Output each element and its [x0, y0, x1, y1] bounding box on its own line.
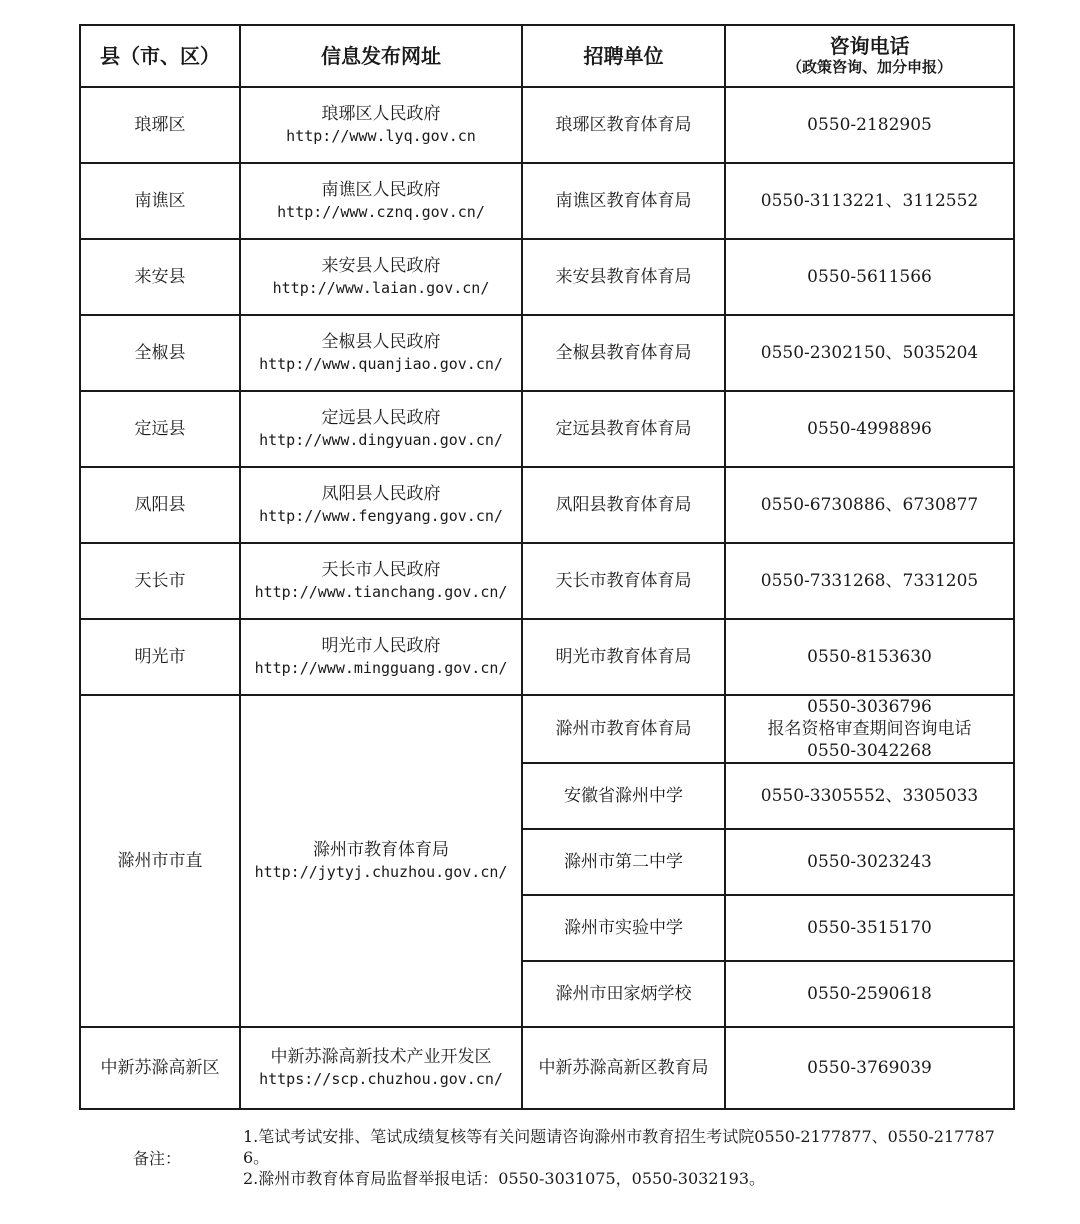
site-url-link[interactable]: http://jytyj.chuzhou.gov.cn/ — [254, 863, 508, 881]
cell-phone — [725, 695, 1014, 763]
cell-website — [240, 87, 522, 163]
table-header-row — [80, 25, 1014, 87]
site-name: 滁州市教育体育局 — [313, 840, 449, 860]
cell-unit: 南谯区教育体育局 — [522, 163, 725, 239]
cell-website — [240, 239, 522, 315]
site-name: 全椒县人民政府 — [321, 332, 441, 352]
cell-region: 天长市 — [80, 543, 240, 619]
site-name: 凤阳县人民政府 — [321, 484, 441, 504]
site-name: 中新苏滁高新技术产业开发区 — [270, 1047, 492, 1067]
cell-phone: 0550-3305552、3305033 — [725, 763, 1014, 829]
site-url-link[interactable]: http://www.fengyang.gov.cn/ — [259, 507, 503, 525]
cell-phone: 0550-7331268、7331205 — [725, 543, 1014, 619]
header-phone-title: 咨询电话 — [829, 34, 910, 58]
header-phone-subtitle: （政策咨询、加分申报） — [786, 58, 952, 76]
table-row — [80, 87, 1014, 163]
table-row — [80, 695, 1014, 763]
phone-line: 0550-3042268 — [807, 741, 932, 761]
site-url-link[interactable]: http://www.lyq.gov.cn — [286, 127, 476, 145]
cell-phone: 0550-3023243 — [725, 829, 1014, 895]
cell-phone: 0550-3515170 — [725, 895, 1014, 961]
cell-region: 滁州市市直 — [80, 695, 240, 1027]
site-url-link[interactable]: http://www.cznq.gov.cn/ — [277, 203, 485, 221]
header-region: 县（市、区） — [80, 25, 240, 87]
cell-phone: 0550-2302150、5035204 — [725, 315, 1014, 391]
table-row — [80, 315, 1014, 391]
cell-website — [240, 391, 522, 467]
header-website: 信息发布网址 — [240, 25, 522, 87]
table-row — [80, 163, 1014, 239]
cell-region: 定远县 — [80, 391, 240, 467]
cell-phone: 0550-2182905 — [725, 87, 1014, 163]
contact-table — [79, 24, 1015, 1110]
cell-region: 凤阳县 — [80, 467, 240, 543]
cell-unit: 定远县教育体育局 — [522, 391, 725, 467]
site-name: 定远县人民政府 — [321, 408, 441, 428]
cell-region: 明光市 — [80, 619, 240, 695]
cell-website — [240, 543, 522, 619]
site-url-link[interactable]: http://www.mingguang.gov.cn/ — [254, 659, 508, 677]
cell-region: 琅琊区 — [80, 87, 240, 163]
cell-unit: 滁州市第二中学 — [522, 829, 725, 895]
site-url-link[interactable]: http://www.laian.gov.cn/ — [272, 279, 490, 297]
table-row — [80, 391, 1014, 467]
notes-body — [243, 1126, 1003, 1189]
site-name: 明光市人民政府 — [321, 636, 441, 656]
table-row — [80, 239, 1014, 315]
site-name: 天长市人民政府 — [321, 560, 441, 580]
cell-phone: 0550-3769039 — [725, 1027, 1014, 1109]
cell-website — [240, 619, 522, 695]
cell-phone: 0550-3113221、3112552 — [725, 163, 1014, 239]
cell-website — [240, 467, 522, 543]
cell-unit: 明光市教育体育局 — [522, 619, 725, 695]
cell-unit: 安徽省滁州中学 — [522, 763, 725, 829]
cell-region: 全椒县 — [80, 315, 240, 391]
cell-phone: 0550-5611566 — [725, 239, 1014, 315]
cell-unit: 滁州市实验中学 — [522, 895, 725, 961]
cell-website — [240, 163, 522, 239]
cell-unit: 滁州市教育体育局 — [522, 695, 725, 763]
note-item: 2.滁州市教育体育局监督举报电话：0550-3031075，0550-3032193。 — [243, 1169, 766, 1188]
phone-line: 0550-3036796 — [807, 697, 932, 717]
table-row — [80, 543, 1014, 619]
notes-label: 备注： — [133, 1149, 182, 1168]
cell-website — [240, 315, 522, 391]
site-url-link[interactable]: http://www.tianchang.gov.cn/ — [254, 583, 508, 601]
site-name: 南谯区人民政府 — [321, 180, 441, 200]
site-url-link[interactable]: http://www.dingyuan.gov.cn/ — [259, 431, 503, 449]
site-name: 琅琊区人民政府 — [321, 104, 441, 124]
table-row — [80, 1027, 1014, 1109]
cell-unit: 滁州市田家炳学校 — [522, 961, 725, 1027]
table-row — [80, 619, 1014, 695]
cell-unit: 来安县教育体育局 — [522, 239, 725, 315]
site-url-link[interactable]: https://scp.chuzhou.gov.cn/ — [259, 1070, 503, 1088]
cell-unit: 全椒县教育体育局 — [522, 315, 725, 391]
site-name: 来安县人民政府 — [321, 256, 441, 276]
cell-unit: 中新苏滁高新区教育局 — [522, 1027, 725, 1109]
cell-website — [240, 1027, 522, 1109]
table-row — [80, 467, 1014, 543]
phone-note-line: 报名资格审查期间咨询电话 — [767, 719, 972, 739]
cell-phone: 0550-8153630 — [725, 619, 1014, 695]
note-item: 1.笔试考试安排、笔试成绩复核等有关问题请咨询滁州市教育招生考试院0550-2177877、0550-2177876。 — [243, 1127, 995, 1167]
cell-website — [240, 695, 522, 1027]
site-url-link[interactable]: http://www.quanjiao.gov.cn/ — [259, 355, 503, 373]
cell-phone: 0550-2590618 — [725, 961, 1014, 1027]
cell-phone: 0550-4998896 — [725, 391, 1014, 467]
header-phone — [725, 25, 1014, 87]
cell-region: 来安县 — [80, 239, 240, 315]
cell-region: 中新苏滁高新区 — [80, 1027, 240, 1109]
cell-unit: 天长市教育体育局 — [522, 543, 725, 619]
cell-unit: 凤阳县教育体育局 — [522, 467, 725, 543]
cell-region: 南谯区 — [80, 163, 240, 239]
cell-unit: 琅琊区教育体育局 — [522, 87, 725, 163]
cell-phone: 0550-6730886、6730877 — [725, 467, 1014, 543]
header-unit: 招聘单位 — [522, 25, 725, 87]
